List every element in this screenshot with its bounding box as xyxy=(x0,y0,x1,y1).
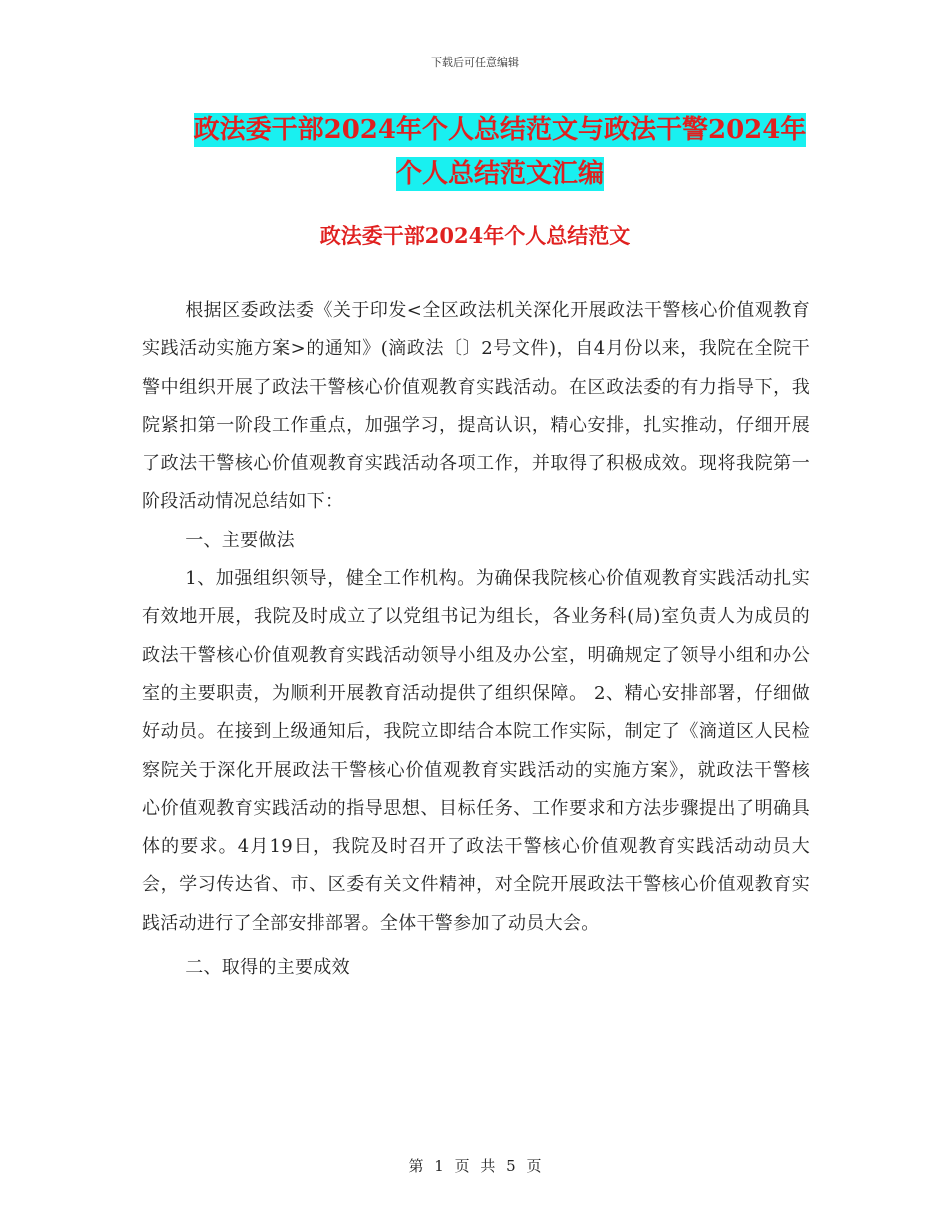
heading-main-methods: 一、主要做法 xyxy=(185,529,295,551)
paragraph-methods: 1、加强组织领导，健全工作机构。为确保我院核心价值观教育实践活动扎实有效地开展，我院及时成立了以党组书记为组长，各业务科(局)室负责人为成员的政法干警核心价值观教育实践活动领导小组及办公室，明确规定了领导小组和办公室的主要职责，为顺利开展教育活动提供了组织保障。 2、精心安排部署，仔细做好动员。在接到上级通知后，我院立即结合本院工作实际，制定了《滴道区人民检察院关于深化开展政法干警核心价值观教育实践活动的实施方案》，就政法干警核心价值观教育实践活动的指导思想、目标任务、工作要求和方法步骤提出了明确具体的要求。4月19日，我院及时召开了政法干警核心价值观教育实践活动动员大会，学习传达省、市、区委有关文件精神，对全院开展政法干警核心价值观教育实践活动进行了全部安排部署。全体干警参加了动员大会。 xyxy=(142,568,810,934)
main-title-line-1: 政法委干部2024年个人总结范文与政法干警2024年 xyxy=(193,115,807,145)
paragraph-intro: 根据区委政法委《关于印发<全区政法机关深化开展政法干警核心价值观教育实践活动实施方案>的通知》(滴政法〔〕2号文件)，自4月份以来，我院在全院干警中组织开展了政法干警核心价值观教育实践活动。在区政法委的有力指导下，我院紧扣第一阶段工作重点，加强学习，提高认识，精心安排，扎实推动，仔细开展了政法干警核心价值观教育实践活动各项工作，并取得了积极成效。现将我院第一阶段活动情况总结如下： xyxy=(142,300,810,513)
header-note: 下载后可任意编辑 xyxy=(431,56,519,69)
body-text xyxy=(142,292,810,987)
document-main-title xyxy=(150,108,850,196)
section-title: 政法委干部2024年个人总结范文 xyxy=(319,223,631,248)
main-title-line-2: 个人总结范文汇编 xyxy=(395,159,604,189)
heading-main-achievements: 二、取得的主要成效 xyxy=(185,957,350,979)
page-number-footer: 第 1 页 共 5 页 xyxy=(408,1157,542,1175)
